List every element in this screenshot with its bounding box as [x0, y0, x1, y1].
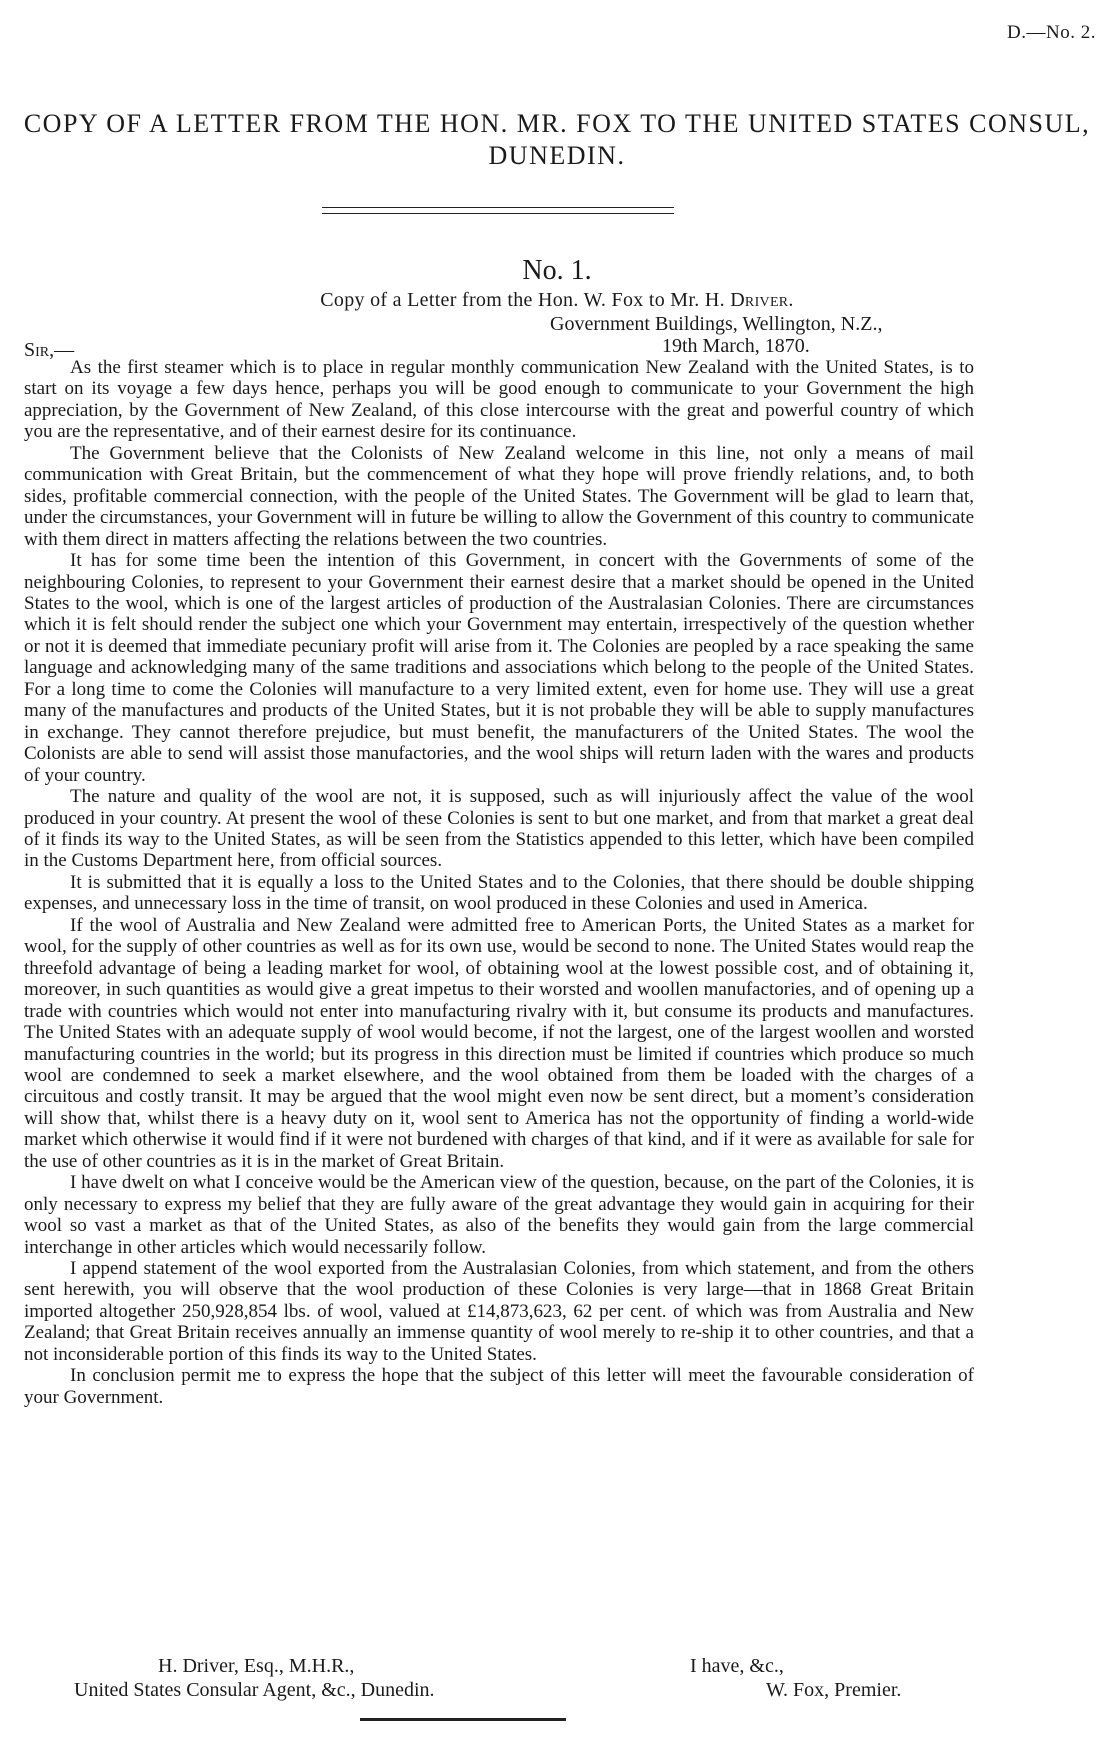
recipient-surname: Driver. [730, 289, 794, 311]
letter-body [24, 357, 974, 1408]
page-title [20, 108, 1094, 172]
title-divider [322, 207, 674, 214]
letter-heading-text: Copy of a Letter from the Hon. W. Fox to Mr. H. [320, 289, 731, 311]
paragraph: The Government believe that the Colonists of New Zealand welcome in this line, not only a means of mail communication with Great Britain, but the commencement of what they hope will prove friendly relations, and, to both sides, profitable commercial connection, with the people of the United States. The Government will be glad to learn that, under the circumstances, your Government will in future be willing to allow the Government of this country to communicate with them direct in matters affecting the relations between the two countries. [24, 442, 974, 550]
paragraph: It has for some time been the intention of this Government, in concert with the Governments of some of the neighbouring Colonies, to represent to your Government their earnest desire that a market should be opened in the United States to the wool, which is one of the largest articles of production of the Australasian Colonies. There are circumstances which it is felt should render the subject one which your Government may entertain, irrespectively of the question whether or not it is deemed that immediate pecuniary profit will arise from it. The Colonies are peopled by a race speaking the same language and acknowledging many of the same traditions and associations which belong to the people of the United States. For a long time to come the Colonies will manufacture to a very limited extent, even for home use. They will use a great many of the manufactures and products of the United States, but it is not probable they will be able to supply manufactures in exchange. They cannot therefore prejudice, but must benefit, the manufacturers of the United States. The wool the Colonists are able to send will assist those manufactories, and the wool ships will return laden with the wares and products of your country. [24, 550, 974, 786]
complimentary-close: I have, &c., [690, 1655, 784, 1677]
paragraph: I have dwelt on what I conceive would be the American view of the question, because, on the part of the Colonies, it is only necessary to express my belief that they are fully aware of the great advantage they would gain in acquiring for their wool so vast a market as that of the United States, as also of the benefits they would gain from the large commercial interchange in other articles which would necessarily follow. [24, 1172, 974, 1258]
title-line-1: COPY OF A LETTER FROM THE HON. MR. FOX TO THE UNITED STATES CONSUL, [23, 109, 1091, 138]
paragraph: In conclusion permit me to express the hope that the subject of this letter will meet the favourable consideration of your Government. [24, 1365, 974, 1408]
letter-date: 19th March, 1870. [662, 335, 810, 357]
salutation: Sir,— [24, 339, 75, 361]
letter-number: No. 1. [522, 255, 592, 286]
addressee-line-2: United States Consular Agent, &c., Dunedin. [74, 1679, 435, 1701]
paragraph: It is submitted that it is equally a loss to the United States and to the Colonies, that there should be double shipping expenses, and unnecessary loss in the time of transit, on wool produced in these Colonies and used in America. [24, 871, 974, 915]
paragraph: As the first steamer which is to place in regular monthly communication New Zealand with the United States, is to start on its voyage a few days hence, perhaps you will be good enough to communicate to your Government the high appreciation, by the Government of New Zealand, of this close intercourse with the great and powerful country of which you are the representative, and of their earnest desire for its continuance. [24, 357, 974, 443]
letter-heading [0, 289, 1114, 312]
end-divider [360, 1718, 566, 1721]
title-line-2: DUNEDIN. [488, 141, 626, 170]
paragraph: I append statement of the wool exported from the Australasian Colonies, from which statement, and from the others sent herewith, you will observe that the wool production of these Colonies is very large—that in 1868 Great Britain imported altogether 250,928,854 lbs. of wool, valued at £14,873,623, 62 per cent. of which was from Australia and New Zealand; that Great Britain receives annually an immense quantity of wool merely to re-ship it to other countries, and that a not inconsiderable portion of this finds its way to the United States. [24, 1258, 974, 1365]
sender-address: Government Buildings, Wellington, N.Z., [550, 313, 883, 335]
document-reference: D.—No. 2. [1007, 22, 1096, 43]
signature: W. Fox, Premier. [766, 1679, 902, 1701]
paragraph: If the wool of Australia and New Zealand were admitted free to American Ports, the United States as a market for wool, for the supply of other countries as well as for its own use, would be second to none. The United States would reap the threefold advantage of being a leading market for wool, of obtaining wool at the lowest possible cost, and of obtaining it, moreover, in such quantities as would give a great impetus to their worsted and woollen manufactories, and of opening up a trade with countries which would not enter into manufacturing rivalry with it, but consume its products and manufactures. The United States with an adequate supply of wool would become, if not the largest, one of the largest woollen and worsted manufacturing countries in the world; but its progress in this direction must be limited if countries which produce so much wool are condemned to seek a market elsewhere, and the wool obtained from them be loaded with the charges of a circuitous and costly transit. It may be argued that the wool might even now be sent direct, but a moment’s consideration will show that, whilst there is a heavy duty on it, wool sent to America has not the opportunity of finding a world-wide market which otherwise it would find if it were not burdened with charges of that kind, and if it were as available for sale for the use of other countries as it is in the market of Great Britain. [24, 914, 974, 1172]
addressee-line-1: H. Driver, Esq., M.H.R., [158, 1655, 355, 1677]
paragraph: The nature and quality of the wool are not, it is supposed, such as will injuriously affect the value of the wool produced in your country. At present the wool of these Colonies is sent to but one market, and from that market a great deal of it finds its way to the United States, as will be seen from the Statistics appended to this letter, which have been compiled in the Customs Department here, from official sources. [24, 786, 974, 872]
